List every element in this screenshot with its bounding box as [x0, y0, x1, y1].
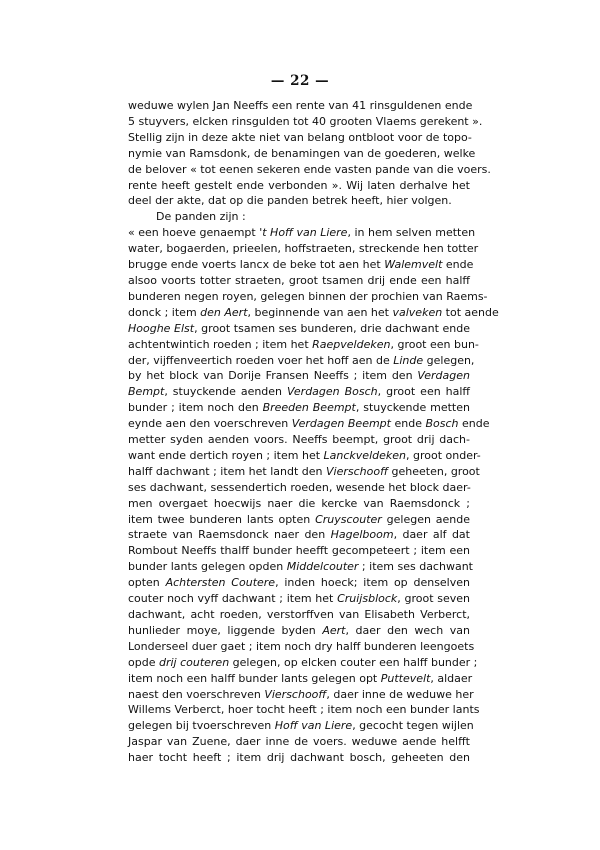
text-run: de belover « tot eenen sekeren ende vasten pande van die voers.: [128, 162, 491, 176]
place-name: Achtersten Coutere: [165, 576, 276, 590]
text-run: water, bogaerden, prieelen, hoffstraeten, streckende hen totter: [128, 242, 479, 256]
place-name: Lanckveldeken: [323, 448, 406, 462]
text-run: Londerseel duer gaet ; item noch dry halff bunderen leengoets: [128, 639, 475, 653]
text-line: [128, 337, 479, 353]
text-run: , aldaer: [430, 671, 473, 685]
text-run: ende: [442, 258, 474, 272]
text-run: opten: [128, 576, 166, 590]
text-line: [128, 368, 470, 384]
text-run: De panden zijn :: [156, 210, 246, 224]
text-run: , inden hoeck; item op denselven: [275, 576, 470, 590]
text-line: [128, 178, 470, 194]
text-run: tot aende: [442, 305, 499, 319]
text-run: achtentwintich roeden ; item het: [128, 337, 313, 351]
text-line: [128, 575, 470, 591]
text-run: couter noch vyff dachwant ; item het: [128, 592, 338, 606]
text-line: [128, 512, 470, 528]
text-line: [128, 114, 483, 130]
text-run: , daer den wech van: [345, 623, 470, 637]
text-run: gelegen bij tvoerschreven: [128, 719, 275, 733]
text-run: « een hoeve genaempt: [128, 226, 260, 240]
text-run: halff dachwant ; item het landt den: [128, 464, 326, 478]
text-run: bunderen negen royen, gelegen binnen der prochien van Raems-: [128, 289, 488, 303]
place-name: 't Hoff van Liere: [259, 226, 348, 240]
text-line: [128, 225, 476, 241]
text-line: [128, 98, 473, 114]
text-run: der, vijffenveertich roeden voer het hoff aen de: [128, 353, 394, 367]
text-line: [128, 432, 470, 448]
text-run: dachwant, acht roeden, verstorffven van Elisabeth Verberct,: [128, 608, 470, 621]
text-run: item twee bunderen lants opten: [128, 512, 316, 526]
text-line: [128, 241, 479, 257]
text-line: [128, 607, 470, 623]
text-run: geheeten, groot: [388, 464, 480, 478]
text-line: [128, 209, 470, 225]
text-run: , beginnende van aen het: [247, 305, 393, 319]
text-line: [128, 702, 480, 718]
text-line: [128, 527, 470, 543]
text-run: opde: [128, 655, 159, 669]
place-name: Walemvelt: [384, 258, 443, 272]
text-line: [128, 687, 474, 703]
place-name: Verdagen Bosch: [287, 385, 378, 399]
text-run: Jaspar van Zuene, daer inne de voers. weduwe aende helfft: [128, 735, 470, 749]
place-name: Raepveldeken: [312, 337, 391, 351]
place-name: Breeden Beempt: [262, 401, 356, 415]
place-name: Puttevelt: [380, 671, 431, 685]
text-run: eynde aen den voerschreven: [128, 417, 292, 431]
text-line: [128, 130, 470, 146]
text-run: by het block van Dorije Fransen Neeffs ; item den: [128, 369, 418, 383]
text-run: , in hem selven metten: [347, 226, 476, 240]
place-name: Linde: [393, 353, 424, 367]
place-name: drij couteren: [158, 655, 230, 669]
text-run: brugge ende voerts lancx de beke tot aen het: [128, 258, 385, 272]
text-run: alsoo voorts totter straeten, groot tsamen drij ende een halff: [128, 273, 470, 287]
text-run: straete van Raemsdonck naer den: [128, 528, 331, 542]
text-run: hunlieder moye, liggende byden: [128, 623, 323, 637]
text-line: [128, 623, 470, 639]
text-run: men overgaet hoecwijs naer die kercke van Raemsdonck ;: [128, 496, 470, 510]
text-line: [128, 400, 470, 416]
place-name: den Aert: [200, 305, 248, 319]
text-run: ende: [390, 417, 426, 431]
text-run: 5 stuyvers, elcken rinsgulden tot 40 grooten Vlaems gerekent ».: [128, 114, 483, 128]
text-run: nymie van Ramsdonk, de benamingen van de goederen, welke: [128, 146, 476, 160]
text-line: [128, 146, 476, 162]
text-run: Willems Verberct, hoer tocht heeft ; item noch een bunder lants: [128, 703, 480, 717]
text-run: , stuyckende aenden: [164, 385, 288, 399]
text-run: Stellig zijn in deze akte niet van belang ontbloot voor de topo-: [128, 130, 472, 144]
place-name: Vierschooff: [325, 464, 389, 478]
place-name: Hooghe Elst: [128, 321, 195, 335]
text-run: , groot seven: [397, 592, 470, 606]
body-text: [128, 98, 499, 766]
text-line: [128, 734, 470, 750]
text-run: naest den voerschreven: [128, 687, 265, 701]
place-name: Cruyscouter: [315, 512, 382, 526]
text-run: gelegen aende: [381, 512, 471, 526]
text-run: ende: [458, 417, 490, 431]
text-run: deel der akte, dat op die panden betrek heeft, hier volgen.: [128, 194, 452, 208]
page-number: — 22 —: [270, 73, 330, 89]
text-run: , groot onder-: [405, 448, 481, 462]
text-run: , groot tsamen ses bunderen, drie dachwant ende: [194, 321, 470, 335]
text-line: [128, 384, 470, 400]
text-line: [128, 353, 475, 369]
text-run: haer tocht heeft ; item drij dachwant bosch, geheeten den: [128, 751, 470, 765]
text-run: item noch een halff bunder lants gelegen opt: [128, 671, 381, 685]
place-name: Middelcouter: [286, 560, 359, 574]
text-line: [128, 639, 475, 655]
place-name: Verdagen Beempt: [291, 417, 391, 431]
text-run: , gecocht tegen wijlen: [352, 719, 474, 733]
text-run: , stuyckende metten: [355, 401, 470, 415]
text-run: Rombout Neeffs thalff bunder heefft gecompeteert ; item een: [128, 544, 470, 558]
text-line: [128, 496, 470, 512]
text-run: , daer alf dat: [393, 528, 470, 542]
text-run: ; item ses dachwant: [358, 560, 473, 574]
text-run: donck ; item: [128, 305, 201, 319]
place-name: Bosch: [425, 417, 459, 431]
place-name: Cruijsblock: [337, 592, 398, 606]
text-run: gelegen,: [423, 353, 475, 367]
place-name: Verdagen: [417, 369, 470, 383]
text-run: gelegen, op elcken couter een halff bunder ;: [229, 655, 478, 669]
text-run: want ende dertich royen ; item het: [128, 448, 324, 462]
text-run: bunder lants gelegen opden: [128, 560, 287, 574]
text-line: [128, 416, 490, 432]
text-line: [128, 464, 480, 480]
text-run: , groot een bun-: [390, 337, 479, 351]
text-run: metter syden aenden voors. Neeffs beempt, groot drij dach-: [128, 433, 470, 447]
text-line: [128, 655, 478, 671]
text-run: bunder ; item noch den: [128, 401, 263, 415]
text-run: ses dachwant, sessendertich roeden, wesende het block daer-: [128, 480, 471, 494]
text-line: [128, 480, 470, 496]
place-name: Hagelboom: [330, 528, 394, 542]
text-run: , groot een halff: [377, 385, 471, 399]
text-line: [128, 718, 474, 734]
text-line: [128, 305, 499, 321]
place-name: Vierschooff: [264, 687, 327, 701]
place-name: Hoff van Liere: [274, 719, 353, 733]
text-run: weduwe wylen Jan Neeffs een rente van 41 rinsguldenen ende: [128, 99, 473, 112]
text-line: [128, 559, 473, 575]
text-line: [128, 321, 470, 337]
text-line: [128, 448, 481, 464]
text-line: [128, 273, 470, 289]
text-line: [128, 750, 470, 766]
place-name: Bempt: [128, 385, 165, 399]
text-line: [128, 162, 491, 178]
text-line: [128, 257, 474, 273]
text-line: [128, 289, 488, 305]
place-name: valveken: [392, 305, 443, 319]
text-line: [128, 193, 470, 209]
text-line: [128, 543, 470, 559]
place-name: Aert: [322, 623, 346, 637]
text-line: [128, 591, 470, 607]
text-run: rente heeft gestelt ende verbonden ». Wij laten derhalve het: [128, 178, 470, 192]
text-run: , daer inne de weduwe her: [326, 687, 474, 701]
text-line: [128, 671, 473, 687]
